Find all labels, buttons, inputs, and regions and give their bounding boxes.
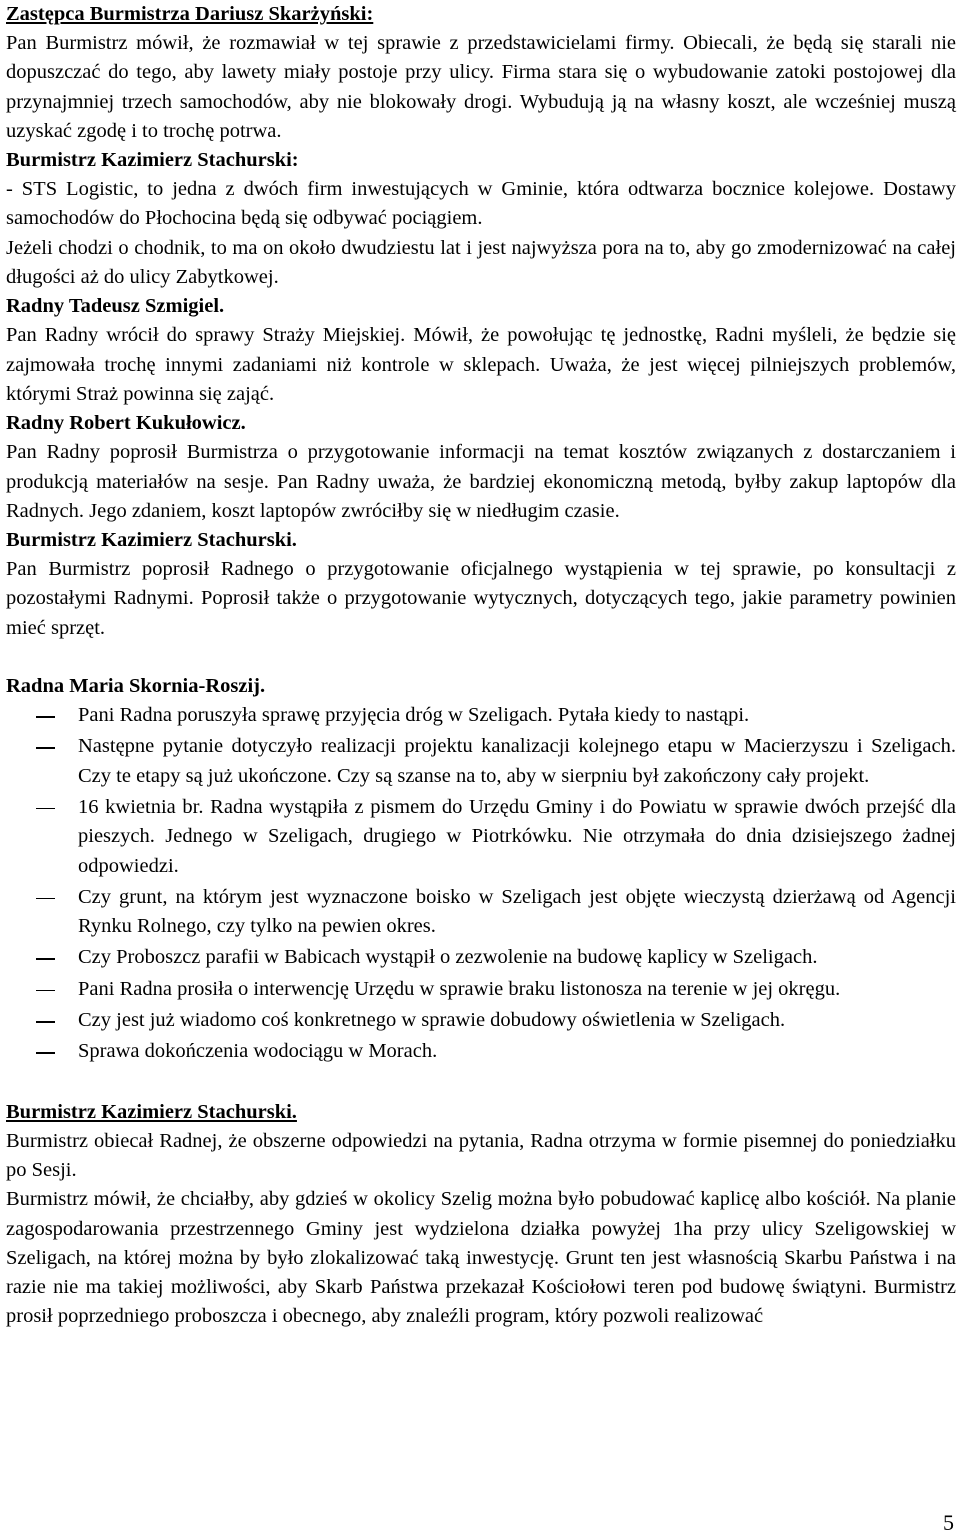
paragraph: Pan Burmistrz mówił, że rozmawiał w tej sprawie z przedstawicielami firmy. Obiecali, że będą się starali nie dopuszczać do tego, aby lawety miały postoje przy ulicy. Firma stara się o wybudowanie zatoki postojowej dla przynajmniej trzech samochodów, aby nie blokowały drogi. Wybudują ją na własny koszt, ale wcześniej muszą uzyskać zgodę i to trochę potrwa.	[6, 32, 956, 142]
dash-bullet-icon	[36, 958, 55, 960]
list-item-text: Czy jest już wiadomo coś konkretnego w sprawie dobudowy oświetlenia w Szeligach.	[78, 1009, 786, 1032]
list-item	[6, 883, 956, 942]
paragraph: Pan Burmistrz poprosił Radnego o przygotowanie oficjalnego wystąpienia w tej sprawie, po konsultacji z pozostałymi Radnymi. Poprosił także o przygotowanie wytycznych, dotyczących tego, jakie parametry powinien mieć sprzęt.	[6, 558, 956, 639]
dash-bullet-icon	[36, 808, 55, 810]
dash-bullet-icon	[36, 747, 55, 749]
blank-line	[6, 643, 956, 672]
dash-bullet-icon	[36, 1052, 55, 1054]
speaker-heading: Radny Robert Kukułowicz.	[6, 412, 246, 435]
speaker-heading: Radny Tadeusz Szmigiel.	[6, 295, 225, 318]
paragraph: - STS Logistic, to jedna z dwóch firm inwestujących w Gminie, która odtwarza bocznice kolejowe. Dostawy samochodów do Płochocina będą się odbywać pociągiem.	[6, 178, 956, 230]
dash-bullet-icon	[36, 716, 55, 718]
list-item	[6, 943, 956, 972]
document-page	[6, 0, 956, 1332]
paragraph: Pan Radny poprosił Burmistrza o przygotowanie informacji na temat kosztów związanych z dostarczaniem i produkcją materiałów na sesje. Pan Radny uważa, że bardziej ekonomiczną metodą, byłby zakup laptopów dla Radnych. Jego zdaniem, koszt laptopów zwróciłby się w niedługim czasie.	[6, 441, 956, 522]
list-item	[6, 1006, 956, 1035]
speaker-heading: Zastępca Burmistrza Dariusz Skarżyński:	[6, 3, 374, 25]
list-item-text: 16 kwietnia br. Radna wystąpiła z pismem do Urzędu Gminy i do Powiatu w sprawie dwóch przejść dla pieszych. Jednego w Szeligach, drugiego w Piotrkówku. Nie otrzymała do dnia dzisiejszego żadnej odpowiedzi.	[78, 795, 956, 877]
list-item-text: Czy Proboszcz parafii w Babicach wystąpił o zezwolenie na budowę kaplicy w Szeligach.	[78, 946, 818, 969]
dash-bullet-icon	[36, 1021, 55, 1023]
list-item-text: Pani Radna poruszyła sprawę przyjęcia dróg w Szeligach. Pytała kiedy to nastąpi.	[78, 704, 750, 727]
blank-line	[6, 1069, 956, 1098]
list-item-text: Czy grunt, na którym jest wyznaczone boisko w Szeligach jest objęte wieczystą dzierżawą od Agencji Rynku Rolnego, czy tylko na pewien okres.	[78, 885, 956, 938]
list-item	[6, 732, 956, 791]
list-item	[6, 701, 956, 730]
list-item	[6, 793, 956, 881]
list-item	[6, 975, 956, 1004]
paragraph: Burmistrz mówił, że chciałby, aby gdzieś w okolicy Szelig można było pobudować kaplicę albo kościół. Na planie zagospodarowania przestrzennego Gminy jest wydzielona działka powyżej 1ha przy ulicy Szeligowskiej w Szeligach, na której można by było zlokalizować taką inwestycję. Grunt ten jest własnością Skarbu Państwa i na razie nie ma takiej możliwości, aby Skarb Państwa przekazał Kościołowi teren pod budowę świątyni. Burmistrz prosił poprzedniego proboszcza i obecnego, aby znaleźli program, który pozwoli realizować	[6, 1188, 956, 1328]
list-item-text: Sprawa dokończenia wodociągu w Morach.	[78, 1040, 438, 1063]
list-item	[6, 1037, 956, 1066]
paragraph: Burmistrz obiecał Radnej, że obszerne odpowiedzi na pytania, Radna otrzyma w formie pisemnej do poniedziałku po Sesji.	[6, 1129, 956, 1181]
page-number: 5	[943, 1510, 954, 1535]
dash-bullet-icon	[36, 990, 55, 992]
document-body	[6, 0, 956, 1332]
paragraph: Pan Radny wrócił do sprawy Straży Miejskiej. Mówił, że powołując tę jednostkę, Radni myśleli, że będzie się zajmowała trochę innymi zadaniami niż kontrole w sklepach. Uważa, że jest więcej pilniejszych problemów, którymi Straż powinna się zająć.	[6, 324, 956, 405]
speaker-heading: Burmistrz Kazimierz Stachurski.	[6, 1100, 297, 1123]
list-item-text: Następne pytanie dotyczyło realizacji projektu kanalizacji kolejnego etapu w Macierzyszu i Szeligach. Czy te etapy są już ukończone. Czy są szanse na to, aby w sierpniu był zakończony cały projekt.	[78, 735, 956, 787]
speaker-heading: Burmistrz Kazimierz Stachurski:	[6, 149, 299, 172]
list-item-text: Pani Radna prosiła o interwencję Urzędu w sprawie braku listonosza na terenie w jej okręgu.	[78, 977, 841, 1000]
question-list	[6, 701, 956, 1067]
speaker-heading: Burmistrz Kazimierz Stachurski.	[6, 529, 297, 552]
dash-bullet-icon	[36, 898, 55, 900]
speaker-heading: Radna Maria Skornia-Roszij.	[6, 675, 266, 698]
paragraph: Jeżeli chodzi o chodnik, to ma on około dwudziestu lat i jest najwyższa pora na to, aby go zmodernizować na całej długości aż do ulicy Zabytkowej.	[6, 236, 956, 289]
